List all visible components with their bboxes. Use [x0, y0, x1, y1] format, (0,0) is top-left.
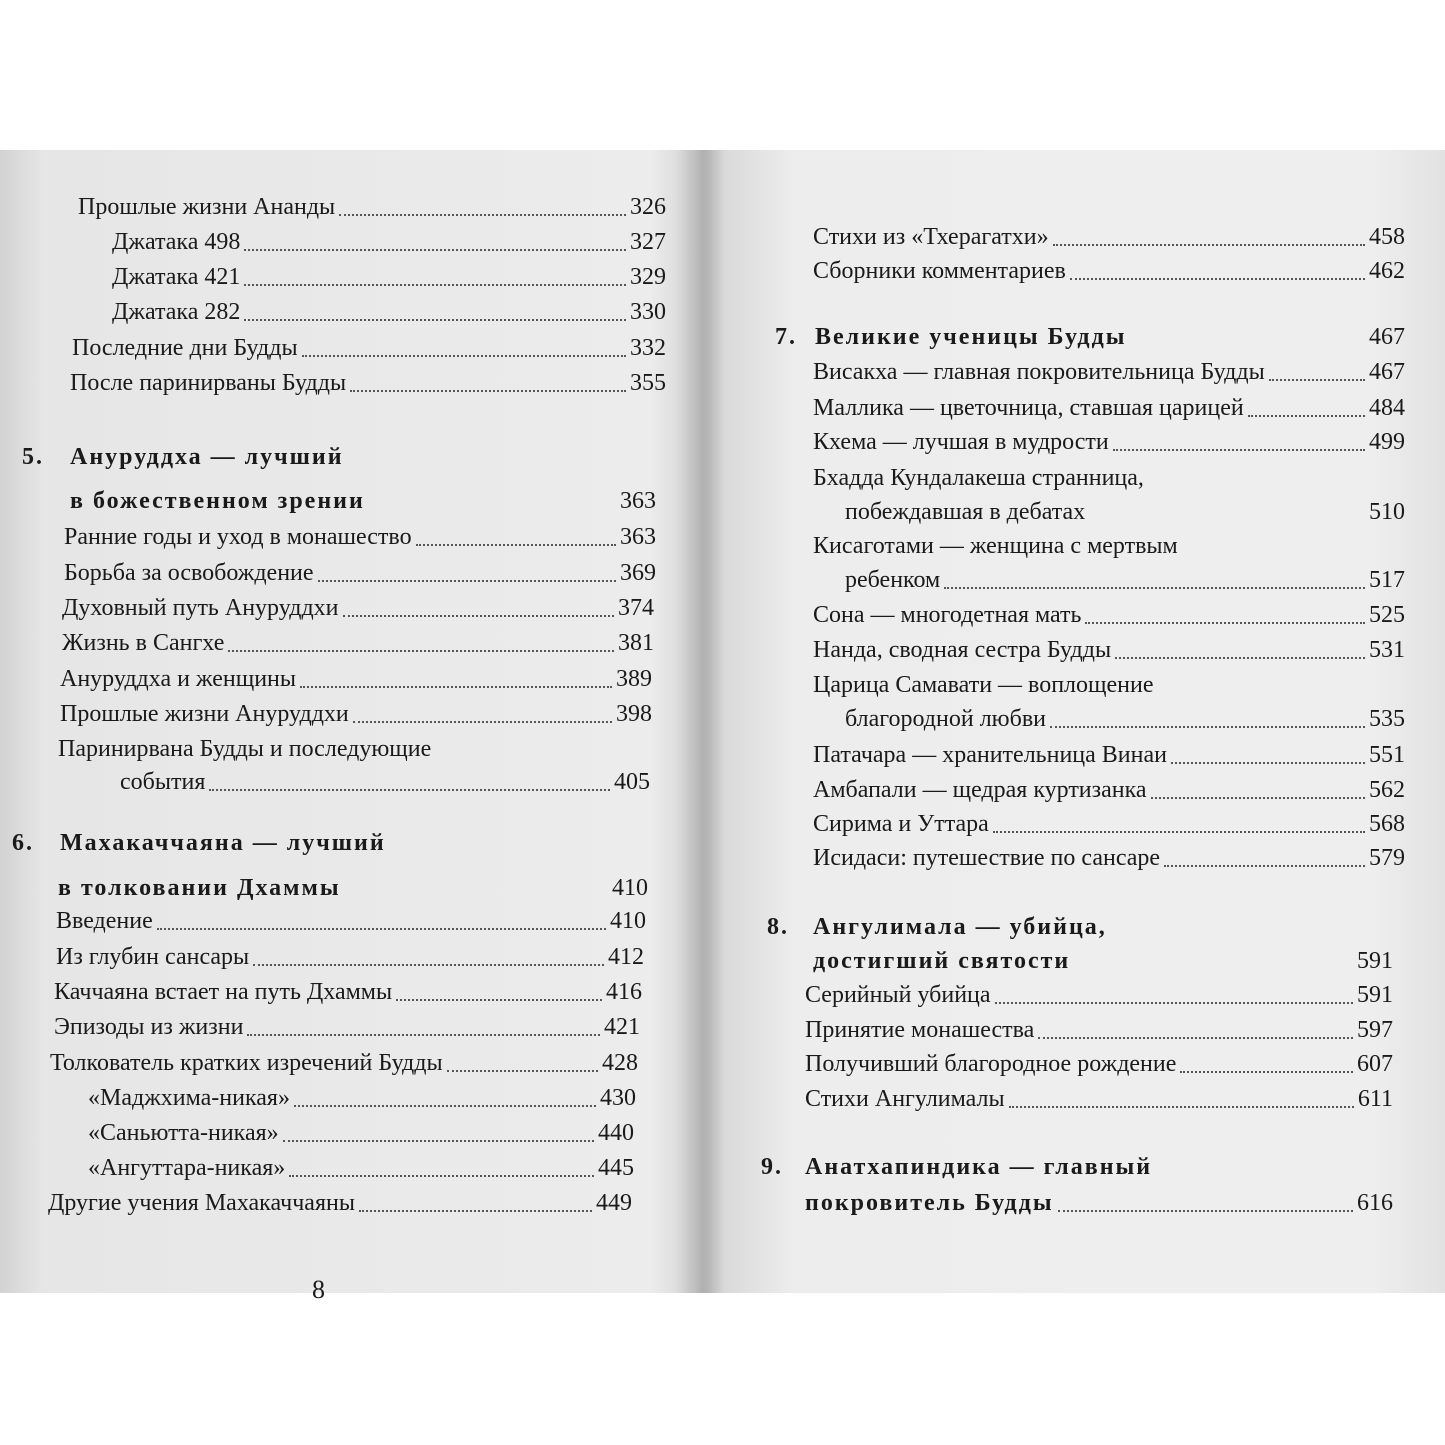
leader-dots	[339, 213, 626, 216]
toc-title: Толкователь кратких изречений Будды	[50, 1050, 443, 1076]
toc-page: 484	[1369, 395, 1405, 421]
toc-page: 449	[596, 1190, 632, 1216]
toc-page: 363	[620, 488, 656, 514]
toc-title: Прошлые жизни Ануруддхи	[60, 701, 349, 727]
leader-dots	[1070, 277, 1365, 280]
toc-entry	[88, 1153, 634, 1183]
toc-entry	[112, 227, 666, 257]
toc-page: 363	[620, 524, 656, 550]
toc-page: 327	[630, 229, 666, 255]
toc-entry	[112, 297, 666, 327]
toc-page: 389	[616, 666, 652, 692]
toc-title: Нанда, сводная сестра Будды	[813, 637, 1112, 663]
toc-page: 525	[1369, 602, 1405, 628]
toc-page: 355	[630, 370, 666, 396]
toc-title: Прошлые жизни Ананды	[78, 194, 336, 220]
toc-entry	[64, 522, 656, 552]
toc-page: 381	[618, 630, 654, 656]
toc-page: 369	[620, 560, 656, 586]
toc-title: Принятие монашества	[805, 1017, 1035, 1043]
toc-page: 405	[614, 769, 650, 795]
toc-entry	[813, 809, 1405, 839]
chapter-title: покровитель Будды	[805, 1190, 1054, 1216]
toc-entry	[112, 262, 666, 292]
toc-entry	[72, 333, 666, 363]
leader-dots	[1164, 864, 1365, 867]
toc-page: 458	[1369, 224, 1405, 250]
leader-dots	[302, 354, 626, 357]
chapter-title: в божественном зрении	[70, 488, 365, 514]
page-folio: 8	[312, 1275, 325, 1304]
toc-page: 551	[1369, 742, 1405, 768]
toc-title: После паринирваны Будды	[70, 370, 347, 396]
chapter-number: 8.	[767, 914, 789, 940]
toc-page: 416	[606, 979, 642, 1005]
toc-title: Кхема — лучшая в мудрости	[813, 429, 1109, 455]
chapter-number: 5.	[22, 444, 44, 470]
toc-entry	[845, 565, 1405, 595]
chapter-title: в толковании Дхаммы	[58, 875, 341, 901]
toc-page: 410	[610, 908, 646, 934]
toc-page: 374	[618, 595, 654, 621]
leader-dots	[1053, 243, 1365, 246]
toc-entry	[88, 1083, 636, 1113]
chapter-title: Ангулимала — убийца,	[813, 914, 1107, 940]
toc-entry	[805, 1049, 1393, 1079]
toc-entry	[88, 1118, 634, 1148]
toc-entry	[813, 600, 1405, 630]
chapter-title: Великие ученицы Будды	[815, 324, 1127, 350]
chapter-title-line	[70, 486, 656, 516]
toc-entry	[78, 192, 666, 222]
chapter-title: Махакаччаяна — лучший	[60, 830, 386, 856]
leader-dots	[447, 1069, 598, 1072]
book-spread	[0, 150, 1445, 1304]
leader-dots	[318, 579, 616, 582]
leader-dots	[247, 1033, 600, 1036]
toc-entry	[805, 980, 1393, 1010]
toc-entry	[60, 699, 652, 729]
toc-entry	[70, 368, 666, 398]
toc-entry	[813, 393, 1405, 423]
toc-title: Ранние годы и уход в монашество	[64, 524, 412, 550]
leader-dots	[228, 649, 614, 652]
toc-entry	[50, 1048, 638, 1078]
toc-entry	[805, 1084, 1393, 1114]
toc-page: 462	[1369, 258, 1405, 284]
toc-title: Джатака 498	[112, 229, 241, 255]
leader-dots	[1050, 725, 1365, 728]
toc-title: Последние дни Будды	[72, 335, 298, 361]
toc-page: 568	[1369, 811, 1405, 837]
toc-title: Сирима и Уттара	[813, 811, 989, 837]
toc-entry	[845, 704, 1405, 734]
leader-dots	[283, 1139, 594, 1142]
toc-entry	[845, 497, 1405, 527]
leader-dots	[1248, 414, 1365, 417]
toc-title: Получивший благородное рождение	[805, 1051, 1177, 1077]
chapter-number: 6.	[12, 830, 34, 856]
toc-page: 421	[604, 1014, 640, 1040]
leader-dots	[1085, 621, 1365, 624]
toc-title: «Маджхима-никая»	[88, 1085, 290, 1111]
toc-title: Сона — многодетная мать	[813, 602, 1082, 628]
leader-dots	[300, 685, 612, 688]
toc-page: 428	[602, 1050, 638, 1076]
toc-page: 597	[1357, 1017, 1393, 1043]
leader-dots	[1269, 378, 1365, 381]
toc-entry	[48, 1188, 632, 1218]
toc-entry	[813, 222, 1405, 252]
toc-entry	[805, 1015, 1393, 1045]
toc-title: Введение	[56, 908, 153, 934]
toc-page: 616	[1357, 1190, 1393, 1216]
leader-dots	[289, 1174, 594, 1177]
leader-dots	[209, 788, 610, 791]
toc-page: 531	[1369, 637, 1405, 663]
toc-title: Другие учения Махакаччаяны	[48, 1190, 355, 1216]
toc-title: Бхадда Кундалакеша странница,	[813, 465, 1144, 491]
toc-page: 412	[608, 944, 644, 970]
toc-page: 591	[1357, 948, 1393, 974]
toc-title: Патачара — хранительница Винаи	[813, 742, 1167, 768]
toc-title: Эпизоды из жизни	[54, 1014, 244, 1040]
chapter-title: Ануруддха — лучший	[70, 444, 344, 470]
toc-entry	[120, 767, 650, 797]
toc-title: побеждавшая в дебатах	[845, 499, 1086, 525]
leader-dots	[244, 248, 626, 251]
leader-dots	[995, 1001, 1353, 1004]
toc-title: Серийный убийца	[805, 982, 991, 1008]
toc-entry	[60, 664, 652, 694]
toc-entry	[813, 775, 1405, 805]
leader-dots	[253, 963, 604, 966]
leader-dots	[944, 586, 1365, 589]
toc-title: Царица Самавати — воплощение	[813, 672, 1154, 698]
toc-entry	[813, 427, 1405, 457]
leader-dots	[359, 1209, 592, 1212]
leader-dots	[1151, 796, 1365, 799]
leader-dots	[244, 318, 626, 321]
chapter-title-line	[813, 946, 1393, 976]
leader-dots	[416, 543, 616, 546]
toc-page: 510	[1369, 499, 1405, 525]
toc-entry	[54, 1012, 640, 1042]
toc-title: Каччаяна встает на путь Дхаммы	[54, 979, 393, 1005]
leader-dots	[294, 1104, 596, 1107]
leader-dots	[343, 614, 615, 617]
toc-page: 430	[600, 1085, 636, 1111]
toc-title: события	[120, 769, 206, 795]
toc-page: 330	[630, 299, 666, 325]
toc-entry	[62, 628, 654, 658]
toc-title: Стихи из «Тхерагатхи»	[813, 224, 1049, 250]
toc-page: 607	[1357, 1051, 1393, 1077]
toc-page: 591	[1357, 982, 1393, 1008]
toc-page: 579	[1369, 845, 1405, 871]
toc-page: 611	[1357, 1086, 1393, 1112]
chapter-heading	[775, 322, 1405, 352]
toc-title: Кисаготами — женщина с мертвым	[813, 533, 1178, 559]
toc-page: 329	[630, 264, 666, 290]
leader-dots	[350, 389, 626, 392]
leader-dots	[993, 830, 1365, 833]
toc-title: «Ангуттара-никая»	[88, 1155, 286, 1181]
leader-dots	[157, 927, 606, 930]
chapter-number: 9.	[761, 1154, 783, 1180]
toc-title: Жизнь в Сангхе	[62, 630, 225, 656]
leader-dots	[1180, 1070, 1353, 1073]
toc-page: 326	[630, 194, 666, 220]
leader-dots	[1058, 1209, 1353, 1212]
toc-page: 467	[1369, 324, 1405, 350]
toc-title: Из глубин сансары	[56, 944, 250, 970]
toc-title: Джатака 282	[112, 299, 241, 325]
chapter-title-line	[58, 873, 648, 903]
toc-page: 467	[1369, 359, 1405, 385]
toc-entry	[813, 635, 1405, 665]
toc-title: Стихи Ангулималы	[805, 1086, 1005, 1112]
toc-title: Амбапали — щедрая куртизанка	[813, 777, 1147, 803]
chapter-title-line	[805, 1188, 1393, 1218]
toc-entry	[813, 256, 1405, 286]
leader-dots	[1171, 761, 1365, 764]
toc-title: Маллика — цветочница, ставшая царицей	[813, 395, 1244, 421]
toc-page: 517	[1369, 567, 1405, 593]
toc-page: 440	[598, 1120, 634, 1146]
toc-entry	[813, 740, 1405, 770]
toc-page: 562	[1369, 777, 1405, 803]
leader-dots	[396, 998, 602, 1001]
chapter-title: достигший святости	[813, 948, 1071, 974]
toc-entry	[54, 977, 642, 1007]
toc-title: Паринирвана Будды и последующие	[58, 736, 432, 762]
toc-entry	[813, 843, 1405, 873]
toc-page: 398	[616, 701, 652, 727]
toc-title: Борьба за освобождение	[64, 560, 314, 586]
toc-title: Джатака 421	[112, 264, 241, 290]
leader-dots	[1113, 448, 1365, 451]
leader-dots	[1009, 1105, 1354, 1108]
chapter-title: Анатхапиндика — главный	[805, 1154, 1153, 1180]
toc-title: Духовный путь Ануруддхи	[62, 595, 339, 621]
toc-page: 535	[1369, 706, 1405, 732]
leader-dots	[353, 720, 612, 723]
book-gutter	[675, 150, 725, 1293]
toc-page: 445	[598, 1155, 634, 1181]
toc-entry	[56, 942, 644, 972]
toc-title: Сборники комментариев	[813, 258, 1066, 284]
toc-title: ребенком	[845, 567, 941, 593]
toc-page: 499	[1369, 429, 1405, 455]
leader-dots	[1038, 1036, 1353, 1039]
toc-entry	[56, 906, 646, 936]
toc-page: 332	[630, 335, 666, 361]
toc-title: Исидаси: путешествие по сансаре	[813, 845, 1161, 871]
toc-title: Висакха — главная покровительница Будды	[813, 359, 1265, 385]
toc-page: 410	[612, 875, 648, 901]
chapter-number: 7.	[775, 324, 797, 350]
toc-title: благородной любви	[845, 706, 1046, 732]
toc-entry	[64, 558, 656, 588]
toc-title: «Саньютта-никая»	[88, 1120, 279, 1146]
toc-title: Ануруддха и женщины	[60, 666, 297, 692]
toc-entry	[62, 593, 654, 623]
leader-dots	[244, 283, 626, 286]
toc-entry	[813, 357, 1405, 387]
leader-dots	[1115, 656, 1365, 659]
